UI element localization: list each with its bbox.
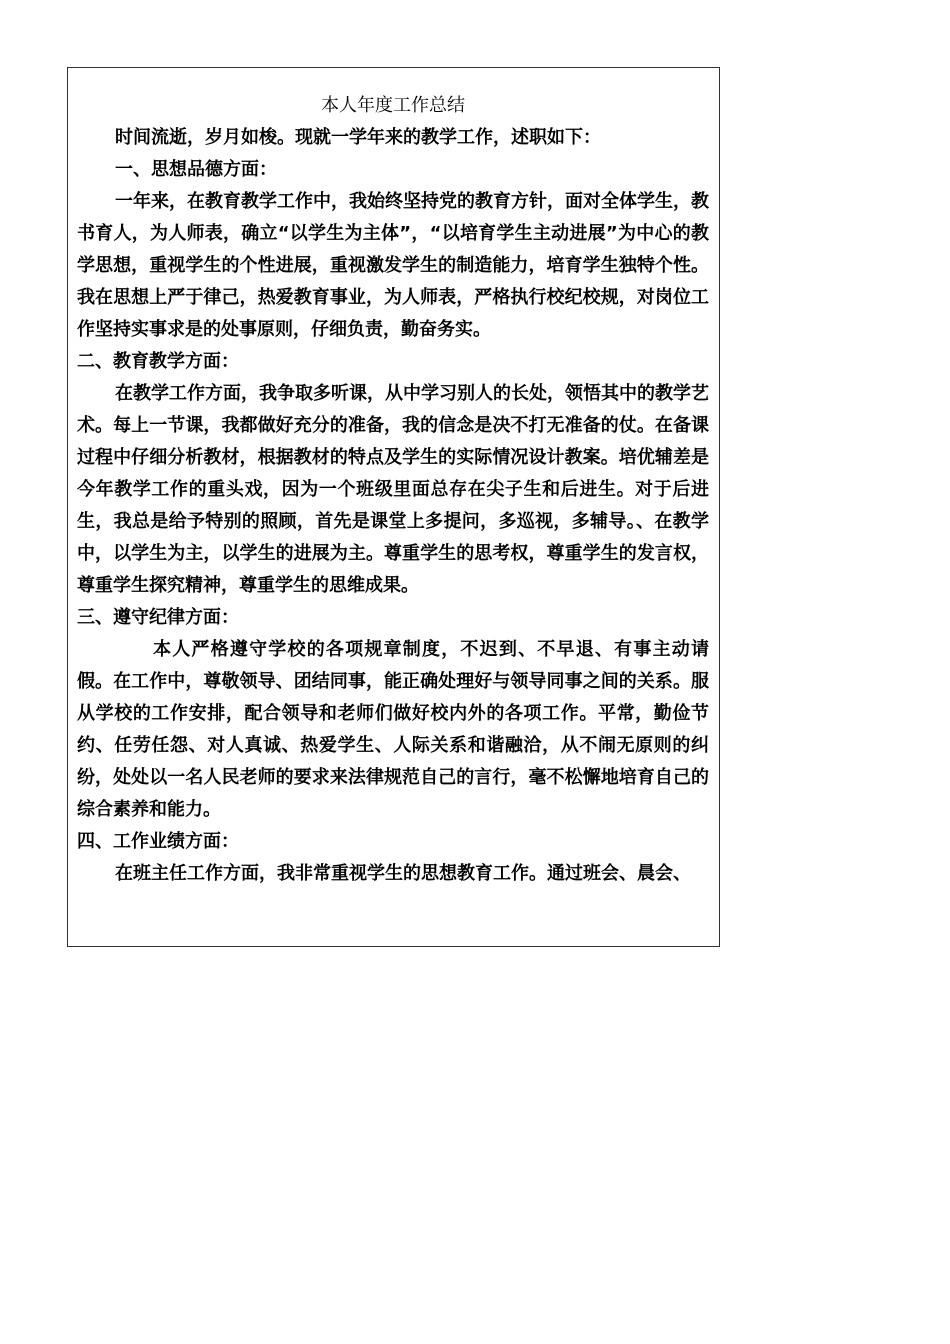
document-frame xyxy=(67,67,720,947)
section-heading-1: 一、思想品德方面： xyxy=(115,159,277,180)
section-1-paragraph: 一年来，在教育教学工作中，我始终坚持党的教育方针，面对全体学生，教书育人，为人师表，确立“以学生为主体”，“以培育学生主动进展”为中心的教学思想，重视学生的个性进展，重视激发学生的制造能力，培育学生独特个性。我在思想上严于律己，热爱教育事业，为人师表，严格执行校纪校规，对岗位工作坚持实事求是的处事原则，仔细负责，勤奋务实。 xyxy=(77,191,709,340)
section-3-paragraph: 本人严格遵守学校的各项规章制度，不迟到、不早退、有事主动请假。在工作中，尊敬领导、团结同事，能正确处理好与领导同事之间的关系。服从学校的工作安排，配合领导和老师们做好校内外的各项工作。平常，勤俭节约、任劳任怨、对人真诚、热爱学生、人际关系和谐融洽，从不闹无原则的纠纷，处处以一名人民老师的要求来法律规范自己的言行，毫不松懈地培育自己的综合素养和能力。 xyxy=(77,639,709,820)
section-heading-4: 四、工作业绩方面： xyxy=(77,831,239,852)
section-4-paragraph: 在班主任工作方面，我非常重视学生的思想教育工作。通过班会、晨会、 xyxy=(115,863,691,884)
section-2-paragraph: 在教学工作方面，我争取多听课，从中学习别人的长处，领悟其中的教学艺术。每上一节课，我都做好充分的准备，我的信念是决不打无准备的仗。在备课过程中仔细分析教材，根据教材的特点及学生的实际情况设计教案。培优辅差是今年教学工作的重头戏，因为一个班级里面总存在尖子生和后进生。对于后进生，我总是给予特别的照顾，首先是课堂上多提问，多巡视，多辅导。、在教学中，以学生为主，以学生的进展为主。尊重学生的思考权，尊重学生的发言权，尊重学生探究精神，尊重学生的思维成果。 xyxy=(77,383,709,596)
document-body xyxy=(68,68,719,890)
section-heading-3: 三、遵守纪律方面： xyxy=(77,607,239,628)
document-title: 本人年度工作总结 xyxy=(321,95,465,116)
intro-paragraph: 时间流逝，岁月如梭。现就一学年来的教学工作，述职如下： xyxy=(115,127,601,148)
section-heading-2: 二、教育教学方面： xyxy=(77,351,239,372)
